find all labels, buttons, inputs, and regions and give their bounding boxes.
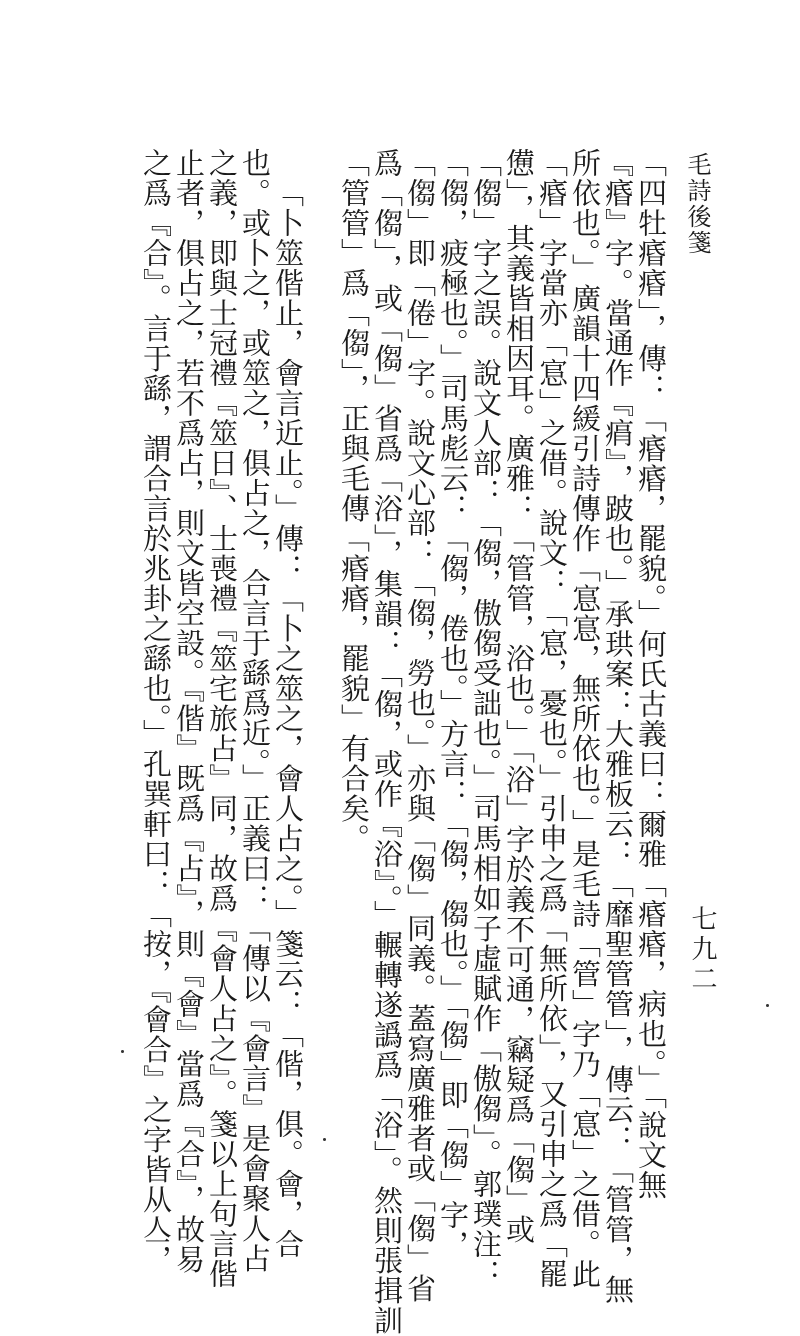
text-column-7: 「㑳，疲極也。」司馬彪云：「㑳，倦也。」方言：「㑳，㑳也。」「㑳」即「㑳」字，	[436, 148, 470, 1260]
text-column-15: 之爲『合』。言于繇，謂合言於兆卦之繇也。」孔巽軒曰：「按，『會合』之字皆从亼，	[139, 148, 173, 1275]
text-column-10: 「管管」爲「㑳」，正與毛傳「痻痻，罷貌」有合矣。	[337, 148, 371, 854]
text-column-5: 憊」，其義皆相因耳。廣雅：「管管，浴也。」「浴」字於義不可通，竊疑爲「㑳」或	[502, 148, 536, 1245]
text-column-3: 所依也。」廣韻十四緩引詩傳作「悹悹，無所依也。」是毛詩「管」字乃「悹」之借。此	[568, 148, 602, 1289]
text-column-11: 「卜筮偕止，會言近止。」傳：「卜之筮之，會人占之。」箋云：「偕，俱。會，合	[271, 178, 305, 1259]
text-column-12: 也。或卜之，或筮之，俱占之，合言于繇爲近。」正義曰：「傳以『會言』是會聚人占	[238, 148, 272, 1274]
scan-speck	[121, 1050, 124, 1053]
text-column-6: 「㑳」字之誤。說文人部：「㑳，傲㑳受詘也。」司馬相如子虛賦作「傲㑳」。郭璞注：	[469, 148, 503, 1289]
text-column-9: 爲「㑳」，或「㑳」省爲「浴」，集韻：「㑳，或作『浴』。」輾轉遂譌爲「浴」。然則張揖訓	[370, 148, 404, 1336]
text-column-13: 之義，即與士冠禮『筮日』、士喪禮『筮宅旅占』同，故爲『會人占之』。箋以上句言偕	[205, 148, 239, 1289]
running-head: 毛詩後箋	[683, 152, 711, 256]
text-column-14: 止者，俱占之，若不爲占，則文皆空設。『偕』既爲『占』，則『會』當爲『合』，故易	[172, 148, 206, 1275]
page-number: 七九二	[687, 905, 717, 995]
scan-speck	[766, 1004, 769, 1007]
text-column-8: 「㑳」即「倦」字。說文心部：「㑳，勞也。」亦與「㑳」同義。蓋寫廣雅者或「㑳」省	[403, 148, 437, 1304]
text-column-1: 「四牡痻痻」，傳：「痻痻，罷貌。」何氏古義曰：爾雅「痻痻，病也。」「說文無	[634, 148, 668, 1200]
text-column-4: 「痻」字當亦「悹」之借。說文：「悹，憂也。」引申之爲「無所依」，又引申之爲「罷	[535, 148, 569, 1289]
scan-speck	[323, 1138, 326, 1141]
text-column-2: 『痻』字。當通作『㾓』，跛也。」承珙案：大雅板云：「靡聖管管」，傳云：「管管，無	[601, 148, 635, 1305]
